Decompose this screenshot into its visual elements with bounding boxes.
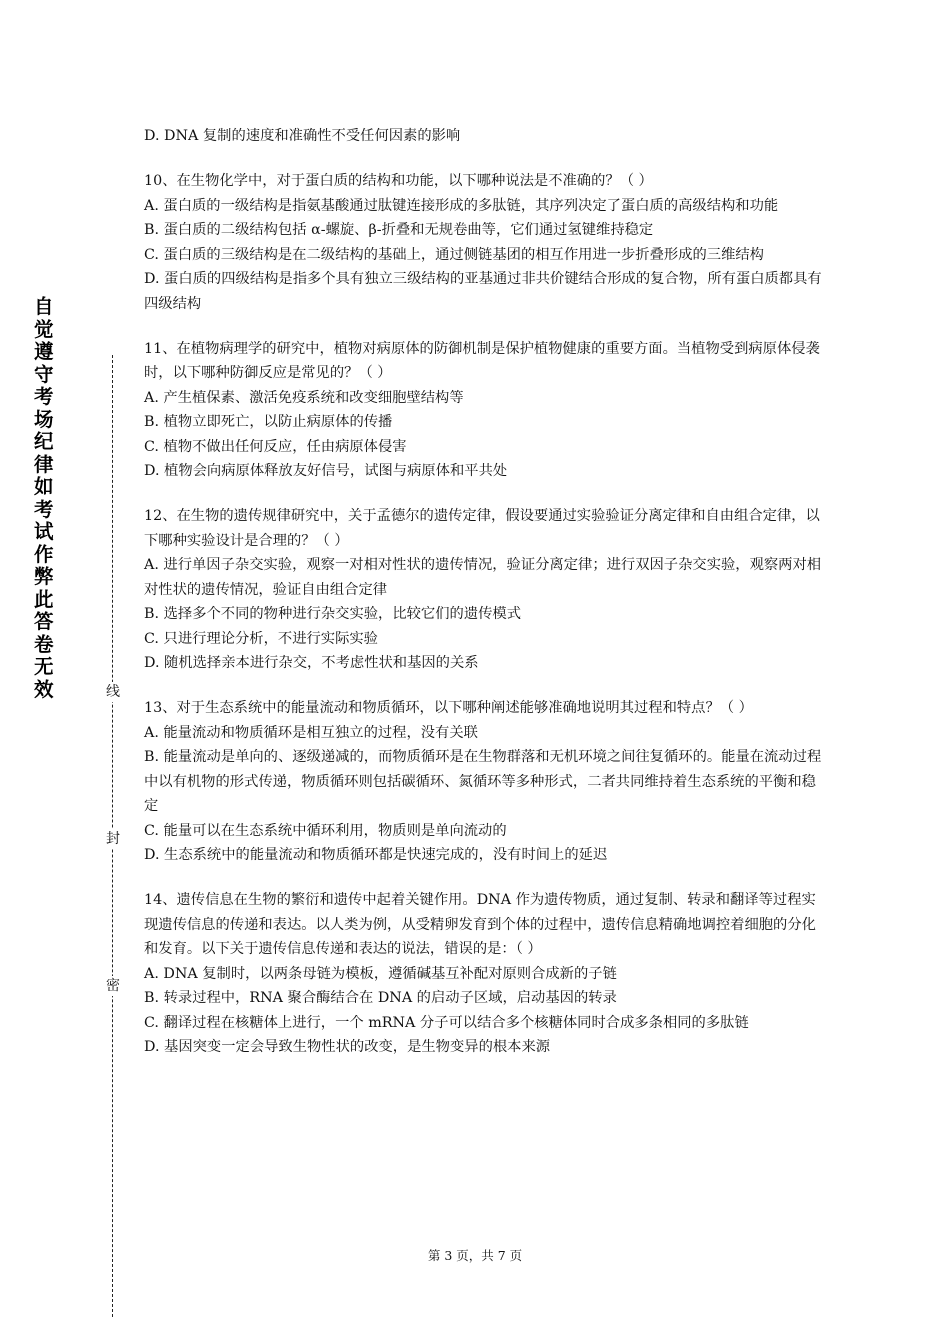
question-13	[144, 696, 822, 868]
exam-content	[144, 124, 822, 1080]
question-option: B. 选择多个不同的物种进行杂交实验，比较它们的遗传模式	[144, 606, 522, 622]
question-stem: 13、对于生态系统中的能量流动和物质循环，以下哪种阐述能够准确地说明其过程和特点？（ ）	[144, 700, 753, 716]
question-option: C. 蛋白质的三级结构是在二级结构的基础上，通过侧链基团的相互作用进一步折叠形成的三维结构	[144, 246, 764, 263]
question-option: B. 转录过程中，RNA 聚合酶结合在 DNA 的启动子区域，启动基因的转录	[144, 990, 617, 1006]
question-option: C. 只进行理论分析，不进行实际实验	[144, 630, 378, 647]
question-option: D. 基因突变一定会导致生物性状的改变，是生物变异的根本来源	[144, 1039, 551, 1055]
question-option: A. 产生植保素、激活免疫系统和改变细胞壁结构等	[144, 389, 464, 406]
binding-notice: 自觉遵守考场纪律如考试作弊此答卷无效	[34, 295, 54, 701]
question-11	[144, 337, 822, 484]
question-option: D. 随机选择亲本进行杂交，不考虑性状和基因的关系	[144, 655, 479, 671]
question-stem: 12、在生物的遗传规律研究中，关于孟德尔的遗传定律，假设要通过实验验证分离定律和自由组合定律，以下哪种实验设计是合理的？（ ）	[144, 508, 820, 549]
question-stem: 10、在生物化学中，对于蛋白质的结构和功能，以下哪种说法是不准确的？（ ）	[144, 173, 653, 189]
binding-label-line: 线	[106, 684, 120, 700]
carryover-block	[144, 124, 822, 149]
question-option: D. DNA 复制的速度和准确性不受任何因素的影响	[144, 128, 461, 144]
question-option: C. 能量可以在生态系统中循环利用，物质则是单向流动的	[144, 822, 507, 839]
question-stem: 11、在植物病理学的研究中，植物对病原体的防御机制是保护植物健康的重要方面。当植物受到病原体侵袭时，以下哪种防御反应是常见的？（ ）	[144, 340, 820, 381]
question-option: A. 能量流动和物质循环是相互独立的过程，没有关联	[144, 724, 478, 741]
question-14	[144, 888, 822, 1060]
question-option: D. 蛋白质的四级结构是指多个具有独立三级结构的亚基通过非共价键结合形成的复合物，所有蛋白质都具有四级结构	[144, 271, 822, 312]
question-10	[144, 169, 822, 316]
question-12	[144, 504, 822, 676]
question-option: B. 能量流动是单向的、逐级递减的，而物质循环是在生物群落和无机环境之间往复循环的。能量在流动过程中以有机物的形式传递，物质循环则包括碳循环、氮循环等多种形式，二者共同维持着生态系统的平衡和稳定	[144, 749, 822, 814]
binding-label-secret: 密	[106, 978, 120, 994]
binding-label-seal: 封	[106, 831, 120, 847]
question-option: C. 植物不做出任何反应，任由病原体侵害	[144, 438, 407, 455]
question-option: A. DNA 复制时，以两条母链为模板，遵循碱基互补配对原则合成新的子链	[144, 965, 617, 982]
question-option: D. 生态系统中的能量流动和物质循环都是快速完成的，没有时间上的延迟	[144, 847, 608, 863]
question-option: B. 植物立即死亡，以防止病原体的传播	[144, 414, 393, 430]
question-option: A. 进行单因子杂交实验，观察一对相对性状的遗传情况，验证分离定律；进行双因子杂交实验，观察两对相对性状的遗传情况，验证自由组合定律	[144, 557, 822, 598]
page-number: 第 3 页，共 7 页	[427, 1248, 523, 1263]
question-option: D. 植物会向病原体释放友好信号，试图与病原体和平共处	[144, 463, 508, 479]
question-option: C. 翻译过程在核糖体上进行，一个 mRNA 分子可以结合多个核糖体同时合成多条相同的多肽链	[144, 1014, 749, 1031]
question-stem: 14、遗传信息在生物的繁衍和遗传中起着关键作用。DNA 作为遗传物质，通过复制、转录和翻译等过程实现遗传信息的传递和表达。以人类为例，从受精卵发育到个体的过程中，遗传信息精确地调控着细胞的分化和发育。以下关于遗传信息传递和表达的说法，错误的是：（ ）	[144, 892, 816, 957]
question-option: A. 蛋白质的一级结构是指氨基酸通过肽键连接形成的多肽链，其序列决定了蛋白质的高级结构和功能	[144, 197, 779, 214]
question-option: B. 蛋白质的二级结构包括 α-螺旋、β-折叠和无规卷曲等，它们通过氢键维持稳定	[144, 222, 654, 238]
